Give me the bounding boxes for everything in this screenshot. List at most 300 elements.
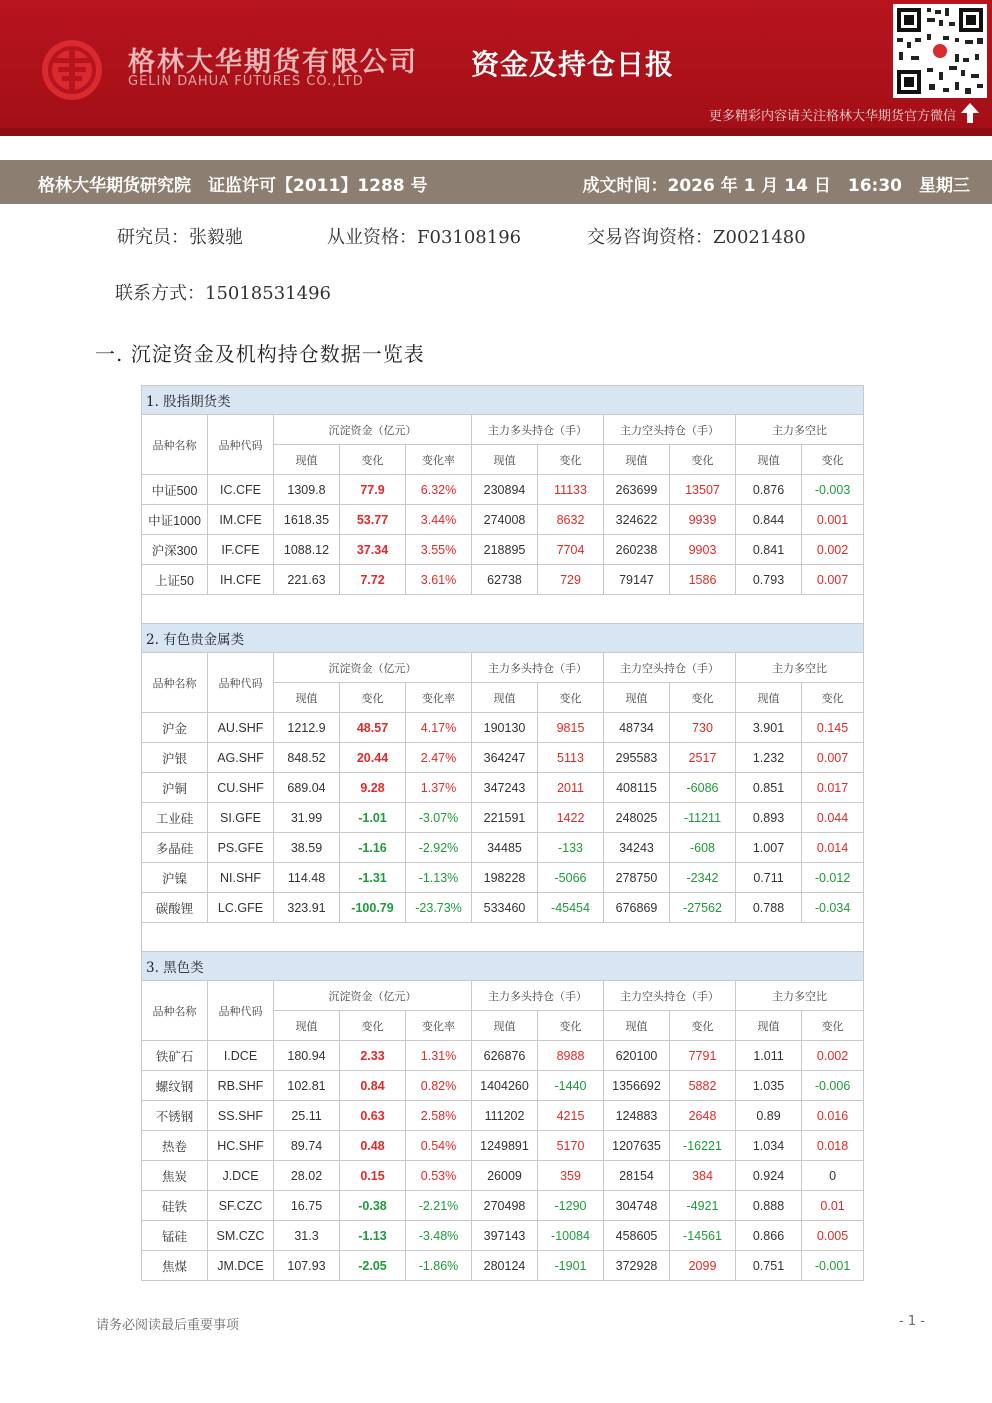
cell-fund-chg: 2.33	[340, 1041, 406, 1071]
cell-fund: 1618.35	[274, 505, 340, 535]
cell-short-chg: 2099	[670, 1251, 736, 1281]
cell-fund-rate: -1.13%	[406, 863, 472, 893]
cell-ratio-chg: 0	[802, 1161, 864, 1191]
cell-ratio: 0.866	[736, 1221, 802, 1251]
table-row	[142, 1191, 864, 1221]
cell-long-chg: 9815	[538, 713, 604, 743]
cell-long: 347243	[472, 773, 538, 803]
cell-name: 硅铁	[142, 1191, 208, 1221]
cell-ratio-chg: 0.002	[802, 535, 864, 565]
cell-fund-rate: -3.48%	[406, 1221, 472, 1251]
cell-long: 364247	[472, 743, 538, 773]
positions-table-wrapper	[141, 385, 863, 1281]
cell-fund-chg: -0.38	[340, 1191, 406, 1221]
header-long-group: 主力多头持仓（手）	[472, 415, 604, 445]
cell-short-chg: 384	[670, 1161, 736, 1191]
cell-short: 620100	[604, 1041, 670, 1071]
header-short-group: 主力空头持仓（手）	[604, 653, 736, 683]
cell-short-chg: 9903	[670, 535, 736, 565]
table-row	[142, 803, 864, 833]
header-sub-change: 变化	[340, 683, 406, 713]
cell-fund-rate: 2.58%	[406, 1101, 472, 1131]
cell-ratio-chg: 0.044	[802, 803, 864, 833]
cell-code: IH.CFE	[208, 565, 274, 595]
table-row	[142, 535, 864, 565]
cell-long: 274008	[472, 505, 538, 535]
follow-wechat-text: 更多精彩内容请关注格林大华期货官方微信	[708, 109, 956, 124]
cell-short-chg: 9939	[670, 505, 736, 535]
cell-long-chg: 729	[538, 565, 604, 595]
cell-long-chg: -1901	[538, 1251, 604, 1281]
cell-name: 焦煤	[142, 1251, 208, 1281]
header-short-group: 主力空头持仓（手）	[604, 415, 736, 445]
cell-fund-rate: -23.73%	[406, 893, 472, 923]
cell-fund-chg: 7.72	[340, 565, 406, 595]
cell-fund-rate: -3.07%	[406, 803, 472, 833]
company-name-cn: 格林大华期货有限公司	[128, 47, 418, 78]
cell-ratio: 0.876	[736, 475, 802, 505]
cell-fund: 102.81	[274, 1071, 340, 1101]
header-sub-current: 现值	[604, 683, 670, 713]
cell-fund-chg: -1.16	[340, 833, 406, 863]
cell-long-chg: 11133	[538, 475, 604, 505]
cell-code: J.DCE	[208, 1161, 274, 1191]
cell-short: 1356692	[604, 1071, 670, 1101]
cell-ratio-chg: -0.001	[802, 1251, 864, 1281]
header-fund-group: 沉淀资金（亿元）	[274, 415, 472, 445]
category-title: 1. 股指期货类	[142, 386, 864, 415]
arrow-up-icon	[960, 102, 980, 124]
qualification: 从业资格：F03108196	[327, 227, 522, 248]
cell-name: 工业硅	[142, 803, 208, 833]
cell-fund: 689.04	[274, 773, 340, 803]
cell-fund: 114.48	[274, 863, 340, 893]
header-sub-change: 变化	[340, 1011, 406, 1041]
cell-short: 676869	[604, 893, 670, 923]
positions-table	[141, 385, 864, 1281]
cell-name: 螺纹钢	[142, 1071, 208, 1101]
cell-short-chg: -2342	[670, 863, 736, 893]
cell-long-chg: 8988	[538, 1041, 604, 1071]
cell-fund-chg: 37.34	[340, 535, 406, 565]
company-name-en: GELIN DAHUA FUTURES CO.,LTD	[128, 74, 364, 89]
cell-fund-chg: 53.77	[340, 505, 406, 535]
cell-short-chg: -11211	[670, 803, 736, 833]
institute-license: 格林大华期货研究院 证监许可【2011】1288 号	[38, 176, 428, 196]
cell-short: 408115	[604, 773, 670, 803]
header-row-group	[142, 653, 864, 683]
report-datetime: 成文时间：2026 年 1 月 14 日 16:30 星期三	[582, 176, 970, 196]
table-row	[142, 833, 864, 863]
cell-ratio-chg: 0.001	[802, 505, 864, 535]
cell-ratio: 0.841	[736, 535, 802, 565]
cell-long-chg: 7704	[538, 535, 604, 565]
cell-name: 沪镍	[142, 863, 208, 893]
cell-short-chg: 5882	[670, 1071, 736, 1101]
header-sub-change: 变化	[538, 445, 604, 475]
category-title: 2. 有色贵金属类	[142, 624, 864, 653]
cell-short: 278750	[604, 863, 670, 893]
cell-long-chg: -45454	[538, 893, 604, 923]
cell-code: IC.CFE	[208, 475, 274, 505]
header-row-group	[142, 415, 864, 445]
cell-fund: 38.59	[274, 833, 340, 863]
cell-short-chg: 2517	[670, 743, 736, 773]
cell-name: 中证1000	[142, 505, 208, 535]
cell-ratio: 0.844	[736, 505, 802, 535]
cell-fund: 848.52	[274, 743, 340, 773]
table-row	[142, 863, 864, 893]
cell-fund-rate: 0.53%	[406, 1161, 472, 1191]
cell-short-chg: -6086	[670, 773, 736, 803]
cell-ratio: 1.232	[736, 743, 802, 773]
cell-name: 不锈钢	[142, 1101, 208, 1131]
cell-code: HC.SHF	[208, 1131, 274, 1161]
cell-ratio-chg: 0.005	[802, 1221, 864, 1251]
cell-ratio: 0.893	[736, 803, 802, 833]
header-sub-current: 现值	[604, 445, 670, 475]
cell-long: 270498	[472, 1191, 538, 1221]
cell-fund-rate: -2.21%	[406, 1191, 472, 1221]
header-row-group	[142, 981, 864, 1011]
cell-short-chg: 7791	[670, 1041, 736, 1071]
header-sub-current: 现值	[736, 683, 802, 713]
header-sub-current: 现值	[274, 683, 340, 713]
table-row	[142, 893, 864, 923]
header-long-group: 主力多头持仓（手）	[472, 981, 604, 1011]
cell-fund: 1309.8	[274, 475, 340, 505]
cell-long: 190130	[472, 713, 538, 743]
cell-fund-chg: 48.57	[340, 713, 406, 743]
cell-ratio: 1.011	[736, 1041, 802, 1071]
cell-ratio-chg: -0.034	[802, 893, 864, 923]
cell-long: 26009	[472, 1161, 538, 1191]
category-row	[142, 386, 864, 415]
header-sub-current: 现值	[274, 445, 340, 475]
table-row	[142, 1131, 864, 1161]
cell-short-chg: 1586	[670, 565, 736, 595]
cell-ratio-chg: 0.007	[802, 743, 864, 773]
cell-code: NI.SHF	[208, 863, 274, 893]
cell-ratio: 0.793	[736, 565, 802, 595]
cell-long-chg: 4215	[538, 1101, 604, 1131]
consult-qualification: 交易咨询资格：Z0021480	[587, 227, 806, 248]
info-bar	[0, 160, 992, 204]
cell-fund-chg: -100.79	[340, 893, 406, 923]
cell-long-chg: 5113	[538, 743, 604, 773]
cell-long-chg: -1290	[538, 1191, 604, 1221]
cell-long-chg: -133	[538, 833, 604, 863]
cell-ratio: 0.751	[736, 1251, 802, 1281]
header-long-group: 主力多头持仓（手）	[472, 653, 604, 683]
cell-short: 304748	[604, 1191, 670, 1221]
cell-ratio: 1.035	[736, 1071, 802, 1101]
header-sub-change: 变化	[802, 683, 864, 713]
header-banner	[0, 0, 992, 132]
cell-name: 上证50	[142, 565, 208, 595]
header-sub-change: 变化	[670, 1011, 736, 1041]
cell-fund: 221.63	[274, 565, 340, 595]
cell-ratio-chg: 0.007	[802, 565, 864, 595]
cell-ratio: 1.034	[736, 1131, 802, 1161]
header-sub-change: 变化	[670, 445, 736, 475]
header-sub-current: 现值	[736, 445, 802, 475]
cell-code: SI.GFE	[208, 803, 274, 833]
page-number: - 1 -	[899, 1314, 925, 1329]
header-sub-change: 变化	[802, 1011, 864, 1041]
cell-code: PS.GFE	[208, 833, 274, 863]
cell-fund-chg: 0.15	[340, 1161, 406, 1191]
cell-ratio-chg: -0.003	[802, 475, 864, 505]
cell-long-chg: 2011	[538, 773, 604, 803]
spacer-cell	[142, 923, 864, 952]
cell-fund-chg: -1.01	[340, 803, 406, 833]
cell-fund: 107.93	[274, 1251, 340, 1281]
category-spacer	[142, 923, 864, 952]
cell-fund-rate: 0.82%	[406, 1071, 472, 1101]
cell-ratio: 1.007	[736, 833, 802, 863]
cell-fund-rate: 3.44%	[406, 505, 472, 535]
cell-ratio-chg: 0.145	[802, 713, 864, 743]
cell-name: 碳酸锂	[142, 893, 208, 923]
header-fund-group: 沉淀资金（亿元）	[274, 653, 472, 683]
cell-code: SF.CZC	[208, 1191, 274, 1221]
cell-ratio-chg: 0.01	[802, 1191, 864, 1221]
cell-fund-chg: 0.84	[340, 1071, 406, 1101]
cell-fund: 1088.12	[274, 535, 340, 565]
cell-fund-chg: 77.9	[340, 475, 406, 505]
table-row	[142, 1251, 864, 1281]
category-row	[142, 952, 864, 981]
cell-short: 263699	[604, 475, 670, 505]
cell-fund: 25.11	[274, 1101, 340, 1131]
header-sub-change: 变化	[340, 445, 406, 475]
qr-code-icon	[893, 4, 987, 98]
cell-code: SS.SHF	[208, 1101, 274, 1131]
header-code: 品种代码	[208, 981, 274, 1041]
cell-code: AG.SHF	[208, 743, 274, 773]
cell-short-chg: -16221	[670, 1131, 736, 1161]
cell-ratio: 0.89	[736, 1101, 802, 1131]
header-sub-change-rate: 变化率	[406, 1011, 472, 1041]
cell-long: 280124	[472, 1251, 538, 1281]
cell-fund-rate: 2.47%	[406, 743, 472, 773]
cell-code: AU.SHF	[208, 713, 274, 743]
cell-short: 324622	[604, 505, 670, 535]
table-row	[142, 743, 864, 773]
header-ratio-group: 主力多空比	[736, 653, 864, 683]
header-code: 品种代码	[208, 415, 274, 475]
cell-short-chg: 2648	[670, 1101, 736, 1131]
cell-short-chg: 730	[670, 713, 736, 743]
cell-fund-chg: -2.05	[340, 1251, 406, 1281]
cell-fund: 1212.9	[274, 713, 340, 743]
header-sub-change-rate: 变化率	[406, 445, 472, 475]
cell-short: 48734	[604, 713, 670, 743]
cell-short: 248025	[604, 803, 670, 833]
header-sub-change: 变化	[670, 683, 736, 713]
header-sub-change: 变化	[538, 1011, 604, 1041]
header-sub-current: 现值	[604, 1011, 670, 1041]
cell-short-chg: -4921	[670, 1191, 736, 1221]
cell-code: SM.CZC	[208, 1221, 274, 1251]
table-row	[142, 773, 864, 803]
contact: 联系方式：15018531496	[115, 283, 331, 304]
cell-code: CU.SHF	[208, 773, 274, 803]
table-row	[142, 475, 864, 505]
cell-short: 79147	[604, 565, 670, 595]
cell-short-chg: -14561	[670, 1221, 736, 1251]
cell-fund-chg: 0.63	[340, 1101, 406, 1131]
table-row	[142, 1161, 864, 1191]
cell-short-chg: -608	[670, 833, 736, 863]
cell-long-chg: 1422	[538, 803, 604, 833]
header-sub-current: 现值	[472, 683, 538, 713]
cell-short-chg: -27562	[670, 893, 736, 923]
cell-short: 295583	[604, 743, 670, 773]
cell-long: 626876	[472, 1041, 538, 1071]
cell-fund: 31.3	[274, 1221, 340, 1251]
cell-fund-rate: -2.92%	[406, 833, 472, 863]
cell-fund-chg: 9.28	[340, 773, 406, 803]
cell-name: 沪铜	[142, 773, 208, 803]
cell-long: 230894	[472, 475, 538, 505]
header-sub-current: 现值	[274, 1011, 340, 1041]
cell-name: 热卷	[142, 1131, 208, 1161]
category-spacer	[142, 595, 864, 624]
cell-short-chg: 13507	[670, 475, 736, 505]
header-sub-change: 变化	[538, 683, 604, 713]
cell-code: IF.CFE	[208, 535, 274, 565]
cell-fund: 89.74	[274, 1131, 340, 1161]
cell-ratio-chg: 0.014	[802, 833, 864, 863]
researcher: 研究员：张毅驰	[117, 227, 243, 248]
table-row	[142, 505, 864, 535]
table-row	[142, 565, 864, 595]
cell-long-chg: 5170	[538, 1131, 604, 1161]
cell-ratio-chg: 0.002	[802, 1041, 864, 1071]
cell-fund-rate: -1.86%	[406, 1251, 472, 1281]
header-short-group: 主力空头持仓（手）	[604, 981, 736, 1011]
banner-bottom-strip	[0, 128, 992, 136]
table-row	[142, 1221, 864, 1251]
cell-name: 沪深300	[142, 535, 208, 565]
report-title: 资金及持仓日报	[471, 48, 675, 81]
category-row	[142, 624, 864, 653]
positions-table-body	[142, 386, 864, 1281]
header-fund-group: 沉淀资金（亿元）	[274, 981, 472, 1011]
cell-fund-chg: -1.13	[340, 1221, 406, 1251]
cell-fund: 31.99	[274, 803, 340, 833]
cell-ratio: 0.924	[736, 1161, 802, 1191]
cell-ratio-chg: 0.018	[802, 1131, 864, 1161]
cell-fund: 28.02	[274, 1161, 340, 1191]
cell-long-chg: 359	[538, 1161, 604, 1191]
spacer-cell	[142, 595, 864, 624]
cell-name: 锰硅	[142, 1221, 208, 1251]
header-code: 品种代码	[208, 653, 274, 713]
cell-fund-rate: 4.17%	[406, 713, 472, 743]
cell-short: 28154	[604, 1161, 670, 1191]
cell-name: 沪银	[142, 743, 208, 773]
cell-code: JM.DCE	[208, 1251, 274, 1281]
cell-short: 458605	[604, 1221, 670, 1251]
cell-long-chg: -1440	[538, 1071, 604, 1101]
cell-ratio-chg: 0.016	[802, 1101, 864, 1131]
header-sub-change: 变化	[802, 445, 864, 475]
cell-long: 397143	[472, 1221, 538, 1251]
table-row	[142, 1101, 864, 1131]
cell-long: 34485	[472, 833, 538, 863]
cell-fund: 323.91	[274, 893, 340, 923]
cell-ratio: 3.901	[736, 713, 802, 743]
cell-fund-rate: 1.31%	[406, 1041, 472, 1071]
cell-short: 124883	[604, 1101, 670, 1131]
cell-ratio: 0.788	[736, 893, 802, 923]
header-sub-current: 现值	[736, 1011, 802, 1041]
table-row	[142, 1041, 864, 1071]
cell-fund: 16.75	[274, 1191, 340, 1221]
cell-fund-rate: 3.61%	[406, 565, 472, 595]
section-title: 一. 沉淀资金及机构持仓数据一览表	[95, 342, 425, 366]
cell-fund-chg: 20.44	[340, 743, 406, 773]
cell-short: 260238	[604, 535, 670, 565]
header-name: 品种名称	[142, 415, 208, 475]
cell-long-chg: 8632	[538, 505, 604, 535]
cell-name: 中证500	[142, 475, 208, 505]
cell-fund-rate: 6.32%	[406, 475, 472, 505]
cell-fund-chg: -1.31	[340, 863, 406, 893]
cell-code: LC.GFE	[208, 893, 274, 923]
header-name: 品种名称	[142, 653, 208, 713]
cell-code: I.DCE	[208, 1041, 274, 1071]
footer-notice: 请务必阅读最后重要事项	[96, 1318, 240, 1333]
cell-long: 218895	[472, 535, 538, 565]
cell-long: 111202	[472, 1101, 538, 1131]
cell-short: 34243	[604, 833, 670, 863]
cell-fund-chg: 0.48	[340, 1131, 406, 1161]
cell-short: 1207635	[604, 1131, 670, 1161]
header-sub-current: 现值	[472, 1011, 538, 1041]
cell-long: 198228	[472, 863, 538, 893]
category-title: 3. 黑色类	[142, 952, 864, 981]
cell-long: 1404260	[472, 1071, 538, 1101]
header-ratio-group: 主力多空比	[736, 415, 864, 445]
header-sub-change-rate: 变化率	[406, 683, 472, 713]
cell-name: 多晶硅	[142, 833, 208, 863]
cell-name: 沪金	[142, 713, 208, 743]
header-sub-current: 现值	[472, 445, 538, 475]
cell-long: 533460	[472, 893, 538, 923]
cell-long: 221591	[472, 803, 538, 833]
cell-ratio-chg: 0.017	[802, 773, 864, 803]
company-logo-icon	[40, 38, 104, 102]
cell-long: 1249891	[472, 1131, 538, 1161]
cell-ratio-chg: -0.006	[802, 1071, 864, 1101]
cell-fund-rate: 1.37%	[406, 773, 472, 803]
cell-name: 焦炭	[142, 1161, 208, 1191]
cell-code: RB.SHF	[208, 1071, 274, 1101]
cell-fund-rate: 3.55%	[406, 535, 472, 565]
cell-short: 372928	[604, 1251, 670, 1281]
header-name: 品种名称	[142, 981, 208, 1041]
cell-fund: 180.94	[274, 1041, 340, 1071]
cell-long-chg: -5066	[538, 863, 604, 893]
header-ratio-group: 主力多空比	[736, 981, 864, 1011]
cell-long-chg: -10084	[538, 1221, 604, 1251]
table-row	[142, 1071, 864, 1101]
cell-ratio: 0.711	[736, 863, 802, 893]
